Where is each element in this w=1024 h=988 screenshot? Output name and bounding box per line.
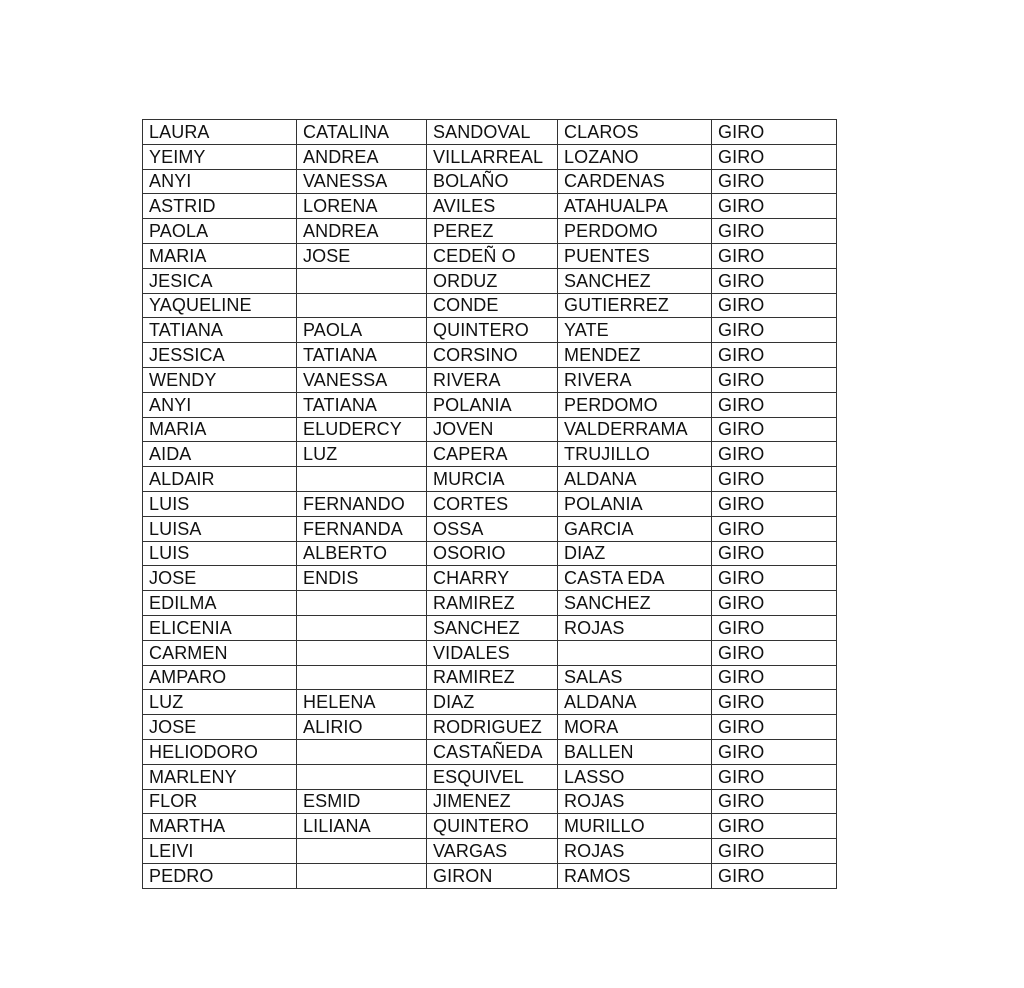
cell-first-surname: CORSINO <box>427 343 558 368</box>
cell-first-surname: CAPERA <box>427 442 558 467</box>
cell-first-surname: MURCIA <box>427 467 558 492</box>
cell-transaction-type: GIRO <box>712 516 837 541</box>
cell-first-name: EDILMA <box>143 591 297 616</box>
cell-second-surname: MENDEZ <box>558 343 712 368</box>
cell-transaction-type: GIRO <box>712 343 837 368</box>
cell-second-surname: ROJAS <box>558 615 712 640</box>
cell-transaction-type: GIRO <box>712 739 837 764</box>
table-row <box>143 814 837 839</box>
cell-first-name: PAOLA <box>143 219 297 244</box>
cell-first-surname: ESQUIVEL <box>427 764 558 789</box>
table-row <box>143 442 837 467</box>
cell-transaction-type: GIRO <box>712 243 837 268</box>
cell-second-name: JOSE <box>297 243 427 268</box>
cell-second-surname: LOZANO <box>558 144 712 169</box>
cell-first-surname: DIAZ <box>427 690 558 715</box>
cell-transaction-type: GIRO <box>712 467 837 492</box>
cell-second-name: LUZ <box>297 442 427 467</box>
cell-second-surname: SALAS <box>558 665 712 690</box>
cell-second-name <box>297 591 427 616</box>
cell-second-surname: POLANIA <box>558 491 712 516</box>
cell-transaction-type: GIRO <box>712 591 837 616</box>
cell-first-surname: OSORIO <box>427 541 558 566</box>
cell-first-name: AMPARO <box>143 665 297 690</box>
cell-first-name: MARTHA <box>143 814 297 839</box>
cell-transaction-type: GIRO <box>712 144 837 169</box>
cell-transaction-type: GIRO <box>712 442 837 467</box>
cell-transaction-type: GIRO <box>712 814 837 839</box>
cell-first-surname: JIMENEZ <box>427 789 558 814</box>
cell-second-surname: ROJAS <box>558 789 712 814</box>
cell-first-name: WENDY <box>143 367 297 392</box>
cell-first-surname: RODRIGUEZ <box>427 715 558 740</box>
table-row <box>143 392 837 417</box>
cell-second-surname: CASTA EDA <box>558 566 712 591</box>
cell-first-name: LEIVI <box>143 839 297 864</box>
cell-first-name: MARIA <box>143 243 297 268</box>
cell-second-name: FERNANDO <box>297 491 427 516</box>
cell-first-name: ASTRID <box>143 194 297 219</box>
cell-first-surname: CONDE <box>427 293 558 318</box>
cell-first-name: YAQUELINE <box>143 293 297 318</box>
cell-first-name: ANYI <box>143 169 297 194</box>
cell-transaction-type: GIRO <box>712 764 837 789</box>
cell-transaction-type: GIRO <box>712 318 837 343</box>
cell-second-surname: ROJAS <box>558 839 712 864</box>
cell-transaction-type: GIRO <box>712 194 837 219</box>
cell-second-name: LORENA <box>297 194 427 219</box>
cell-first-name: MARLENY <box>143 764 297 789</box>
cell-first-surname: SANDOVAL <box>427 120 558 145</box>
cell-transaction-type: GIRO <box>712 219 837 244</box>
cell-first-name: PEDRO <box>143 863 297 888</box>
cell-second-name: VANESSA <box>297 367 427 392</box>
cell-second-surname: CARDENAS <box>558 169 712 194</box>
cell-first-surname: GIRON <box>427 863 558 888</box>
table-row <box>143 467 837 492</box>
table-row <box>143 343 837 368</box>
cell-second-name: TATIANA <box>297 343 427 368</box>
cell-second-surname: GUTIERREZ <box>558 293 712 318</box>
cell-first-surname: VILLARREAL <box>427 144 558 169</box>
cell-second-name: ESMID <box>297 789 427 814</box>
cell-second-name: CATALINA <box>297 120 427 145</box>
cell-first-name: FLOR <box>143 789 297 814</box>
cell-first-surname: RIVERA <box>427 367 558 392</box>
table-row <box>143 491 837 516</box>
cell-first-surname: POLANIA <box>427 392 558 417</box>
cell-second-surname: SANCHEZ <box>558 268 712 293</box>
cell-second-name <box>297 764 427 789</box>
cell-first-name: JOSE <box>143 566 297 591</box>
cell-first-name: CARMEN <box>143 640 297 665</box>
cell-first-name: MARIA <box>143 417 297 442</box>
cell-first-name: LUIS <box>143 491 297 516</box>
cell-first-name: ELICENIA <box>143 615 297 640</box>
cell-first-name: LUZ <box>143 690 297 715</box>
cell-second-name: ELUDERCY <box>297 417 427 442</box>
cell-second-surname: BALLEN <box>558 739 712 764</box>
cell-transaction-type: GIRO <box>712 789 837 814</box>
cell-first-surname: JOVEN <box>427 417 558 442</box>
table-row <box>143 417 837 442</box>
cell-second-surname: RAMOS <box>558 863 712 888</box>
cell-first-name: YEIMY <box>143 144 297 169</box>
cell-second-surname: LASSO <box>558 764 712 789</box>
names-table <box>142 119 837 889</box>
cell-first-surname: AVILES <box>427 194 558 219</box>
cell-second-name: ANDREA <box>297 144 427 169</box>
cell-transaction-type: GIRO <box>712 715 837 740</box>
cell-transaction-type: GIRO <box>712 491 837 516</box>
cell-first-surname: VARGAS <box>427 839 558 864</box>
cell-first-name: LUISA <box>143 516 297 541</box>
table-row <box>143 764 837 789</box>
cell-transaction-type: GIRO <box>712 863 837 888</box>
cell-first-name: AIDA <box>143 442 297 467</box>
cell-second-surname: PUENTES <box>558 243 712 268</box>
cell-first-surname: QUINTERO <box>427 318 558 343</box>
cell-first-surname: PEREZ <box>427 219 558 244</box>
cell-first-surname: CEDEÑ O <box>427 243 558 268</box>
cell-second-name: VANESSA <box>297 169 427 194</box>
cell-transaction-type: GIRO <box>712 690 837 715</box>
table-row <box>143 318 837 343</box>
cell-second-name <box>297 467 427 492</box>
cell-transaction-type: GIRO <box>712 839 837 864</box>
cell-first-surname: CORTES <box>427 491 558 516</box>
cell-second-surname: YATE <box>558 318 712 343</box>
cell-transaction-type: GIRO <box>712 615 837 640</box>
cell-first-surname: VIDALES <box>427 640 558 665</box>
cell-first-surname: QUINTERO <box>427 814 558 839</box>
cell-second-name <box>297 268 427 293</box>
table-row <box>143 715 837 740</box>
cell-second-surname: VALDERRAMA <box>558 417 712 442</box>
cell-first-surname: CHARRY <box>427 566 558 591</box>
cell-second-surname: ATAHUALPA <box>558 194 712 219</box>
cell-first-name: LUIS <box>143 541 297 566</box>
cell-second-name <box>297 293 427 318</box>
cell-second-surname: PERDOMO <box>558 392 712 417</box>
cell-transaction-type: GIRO <box>712 120 837 145</box>
table-row <box>143 120 837 145</box>
cell-transaction-type: GIRO <box>712 367 837 392</box>
cell-first-name: LAURA <box>143 120 297 145</box>
table-row <box>143 863 837 888</box>
cell-transaction-type: GIRO <box>712 541 837 566</box>
cell-first-name: JESICA <box>143 268 297 293</box>
cell-first-surname: RAMIREZ <box>427 665 558 690</box>
table-row <box>143 516 837 541</box>
table-row <box>143 243 837 268</box>
cell-first-name: HELIODORO <box>143 739 297 764</box>
cell-second-name: LILIANA <box>297 814 427 839</box>
table-row <box>143 789 837 814</box>
cell-transaction-type: GIRO <box>712 640 837 665</box>
cell-first-surname: RAMIREZ <box>427 591 558 616</box>
cell-second-name: PAOLA <box>297 318 427 343</box>
cell-transaction-type: GIRO <box>712 293 837 318</box>
cell-second-name: FERNANDA <box>297 516 427 541</box>
cell-transaction-type: GIRO <box>712 392 837 417</box>
cell-second-surname: GARCIA <box>558 516 712 541</box>
cell-second-name: ENDIS <box>297 566 427 591</box>
table-row <box>143 566 837 591</box>
cell-second-surname: RIVERA <box>558 367 712 392</box>
cell-first-name: JOSE <box>143 715 297 740</box>
cell-second-name <box>297 863 427 888</box>
table-row <box>143 268 837 293</box>
cell-second-name <box>297 739 427 764</box>
cell-transaction-type: GIRO <box>712 169 837 194</box>
table-row <box>143 144 837 169</box>
cell-second-surname: TRUJILLO <box>558 442 712 467</box>
cell-second-surname: DIAZ <box>558 541 712 566</box>
table-row <box>143 541 837 566</box>
cell-second-name: ALBERTO <box>297 541 427 566</box>
cell-first-surname: OSSA <box>427 516 558 541</box>
cell-transaction-type: GIRO <box>712 665 837 690</box>
cell-transaction-type: GIRO <box>712 268 837 293</box>
cell-second-surname <box>558 640 712 665</box>
cell-second-surname: PERDOMO <box>558 219 712 244</box>
table-row <box>143 615 837 640</box>
table-row <box>143 367 837 392</box>
cell-second-name: ANDREA <box>297 219 427 244</box>
cell-second-name <box>297 640 427 665</box>
cell-first-surname: ORDUZ <box>427 268 558 293</box>
table-row <box>143 665 837 690</box>
names-table-body <box>143 120 837 889</box>
cell-second-name: TATIANA <box>297 392 427 417</box>
cell-second-name <box>297 615 427 640</box>
cell-second-surname: CLAROS <box>558 120 712 145</box>
cell-first-name: JESSICA <box>143 343 297 368</box>
cell-second-name <box>297 665 427 690</box>
cell-transaction-type: GIRO <box>712 566 837 591</box>
table-row <box>143 839 837 864</box>
cell-second-surname: ALDANA <box>558 690 712 715</box>
cell-second-name: ALIRIO <box>297 715 427 740</box>
cell-first-name: ANYI <box>143 392 297 417</box>
cell-first-surname: BOLAÑO <box>427 169 558 194</box>
cell-first-name: TATIANA <box>143 318 297 343</box>
table-row <box>143 640 837 665</box>
cell-second-surname: ALDANA <box>558 467 712 492</box>
table-row <box>143 591 837 616</box>
cell-second-surname: SANCHEZ <box>558 591 712 616</box>
cell-first-name: ALDAIR <box>143 467 297 492</box>
table-row <box>143 293 837 318</box>
table-row <box>143 739 837 764</box>
cell-second-surname: MURILLO <box>558 814 712 839</box>
cell-first-surname: CASTAÑEDA <box>427 739 558 764</box>
table-row <box>143 169 837 194</box>
cell-second-surname: MORA <box>558 715 712 740</box>
cell-first-surname: SANCHEZ <box>427 615 558 640</box>
cell-transaction-type: GIRO <box>712 417 837 442</box>
cell-second-name <box>297 839 427 864</box>
cell-second-name: HELENA <box>297 690 427 715</box>
table-row <box>143 219 837 244</box>
table-row <box>143 194 837 219</box>
table-row <box>143 690 837 715</box>
